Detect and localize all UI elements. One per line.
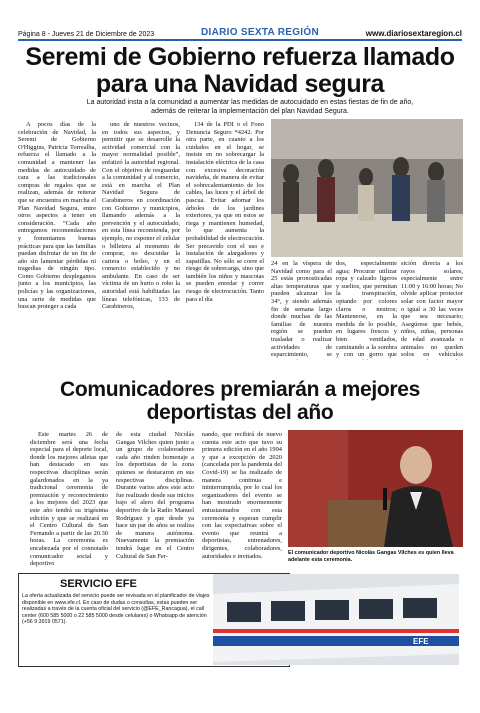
efe-title: SERVICIO EFE — [60, 578, 137, 590]
article1-col6 — [401, 260, 463, 360]
crowd-photo-illustration — [271, 119, 463, 257]
article2-col1-text: Este martes 26 de diciembre será una fecha especial para el deporte local, donde los mejores atletas que han destacado en sus respectivas disciplinas serán galardonados en la ya tradicional ceremonia de premiación y reconocimiento a los mejores del 2023 que este año tendrá su trigésima edición y que se realizará en el Centro Cultural de San Fernando a partir de las 20.30 horas. La ceremonia es encabezada por el connotado comunicador social y deportivo — [30, 431, 108, 568]
page-date: Página 8 - Jueves 21 de Diciembre de 2023 — [18, 31, 155, 38]
page-header — [18, 24, 462, 38]
header-rule — [18, 39, 462, 41]
article1-title: Seremi de Gobierno refuerza llamado para una Navidad segura — [25, 43, 455, 98]
efe-text: La oferta actualizada del servicio puede ser revisada en el planificador de viajes disponible en www.efe.cl. En caso de dudas o consultas, estas pueden ser realizadas a través de la cuenta oficial del servicio (@EFE_Rancagua), el call center (600 585 5000 o 22 585 5000 desde celulares) o Whatsapp de atención (+56 9 3919 0571). — [22, 593, 210, 625]
article1-col2-text: uno de nuestros vecinos, en todos sus aspectos, y permitir que se desarrolle la actividad comercial con la mayor normalidad posible”, enfatizó la autoridad regional. Con el objetivo de resguardar a la comunidad y al comercio, está en marcha el Plan Navidad Segura de Carabineros en coordinación con Gobierno y municipios, llamando además a la prevención y el autocuidado, en esta línea recomienda, por ejemplo, no exponer el celular o billetera al momento de comprar, no descuidar la cartera o bolso, y en el comercio establecido y no ambulante. En caso de ser víctima de un hurto o robo la autoridad está habilitadas las líneas telefónicas, 133 de Carabineros, — [102, 121, 180, 311]
article1-col3-text: 134 de la PDI o el Fono Denuncia Seguro *4242. Por otra parte, en cuanto a los cuidados en el hogar, se insiste en no sobrecargar la instalación eléctrica de la casa con excesiva decoración navideña, de manera de evitar el sobrecalentamiento de los cables, las luces y el árbol de pascua. Evitar adornar los árboles de los jardines exteriores, ya que en estos se riega y mantienen humedad, lo que aumenta la probabilidad de electrocución. Ser precavido con el uso e instalación de alargadores y zapatillas. No sólo se corre el riesgo de sobrecarga, sino que también los niños y mascotas se pueden enredar y correr riesgo de electrocución. Tanto para el día — [186, 121, 264, 303]
train-photo — [213, 574, 459, 665]
speaker-photo-illustration — [288, 430, 463, 547]
article1-col3 — [186, 121, 264, 361]
article1-col6-text: sición directa a los rayos solares, especialmente entre 11:00 y 16:00 horas; No olvide aplicar protector solar con factor mayor o igual a 30 las veces que sea necesario; Asegúrese que bebés, niños, niñas, personas de edad avanzada o animales no queden solos en vehículos — [401, 260, 463, 359]
christmas-shopping-photo — [271, 119, 463, 257]
photo-caption: El comunicador deportivo Nicolás Gangas Vilches es quien lleva adelante esta ceremonia. — [288, 550, 454, 563]
article2-col1 — [30, 431, 108, 569]
commentator-photo — [288, 430, 463, 547]
article1-col2 — [102, 121, 180, 361]
article1-col5-text: dos, especialmente agua; Procurar utilizar ropa y calzado ligeros y sueltos, que permitan la transpiración, optando por colores claros o neutros; Mantenerse, en la medida de lo posible, en lugares frescos y bien ventilados, caminando a la sombra y con un gorro que — [336, 260, 397, 359]
article2-col3-text: nando, que recibirá de nuevo cuenta este acto que tuvo su primera edición en el año 1994 y que a excepción de 2020 (cancelada por la pandemia del Covid-19) se ha realizado de manera continua e ininterrumpida, por lo cual los organizadores del evento se han mostrado enormemente entusiasmados con esta ceremonia y esperan cumplir con las expectativas sobre el evento que reunirá a deportistas, entrenadores, dirigentes, colaboradores, autoridades e invitados. — [202, 431, 282, 560]
article2-col2 — [116, 431, 194, 569]
train-illustration — [213, 574, 459, 665]
newspaper-brand: DIARIO SEXTA REGIÓN — [201, 27, 319, 38]
train-efe-label: EFE — [413, 637, 429, 646]
website-link[interactable]: www.diariosextaregion.cl — [365, 29, 462, 38]
article1-col5 — [336, 260, 397, 360]
article1-col1 — [18, 121, 96, 361]
article2-col2-text: de esta ciudad Nicolás Gangas Vilches quien junto a un grupo de colaboradores cada año rinden homenaje a los deportistas de la zona quienes se destacaron en sus respectivas disciplinas. Durante varios años este acto fue realizado desde sus inicios bajo el alero del programa deportivo de la Radio Manuel Rodríguez y que desde ya hace un par de años se realiza de manera autónoma. Nuevamente la premiación tendrá lugar en el Centro Cultural de San Fer- — [116, 431, 194, 560]
article1-col1-text: A pocos días de la celebración de Navidad, la Seremi de Gobierno O'Higgins, Patricia Torrealba, refuerza el llamado a la comunidad a mantener las medidas de autocuidado de cara a las tradicionales compras de regalos que se realizan, además de reiterar que se encuentra en marcha el Plan Navidad Segura, entre otros aspectos a tener en consideración. “Cada año entregamos recomendaciones y fomentamos buenas prácticas para que las familias puedan disfrutar de un fin de año sin lamentar pérdidas ni tragedias de ningún tipo. Como Gobierno desplegamos junto a los municipios, las policías y las organizaciones, una serie de medidas que buscan proteger a cada — [18, 121, 96, 311]
article2-col3 — [202, 431, 282, 569]
article1-col4-text: 24 en la víspera de Navidad como para el 25 estás pronosticadas altas temperaturas que pueden alcanzar los 34°, y siendo además fin de semana largo donde muchas de las familias de nuestra región se pueden trasladar o realizar actividades de esparcimiento, se — [271, 260, 332, 359]
article1-subtitle: La autoridad insta a la comunidad a aumentar las medidas de autocuidado en estas fiestas de fin de año, además de reiterar la implementación del plan Navidad Segura. — [86, 99, 414, 115]
article1-col4 — [271, 260, 332, 360]
article2-title: Comunicadores premiarán a mejores deportistas del año — [59, 378, 421, 424]
